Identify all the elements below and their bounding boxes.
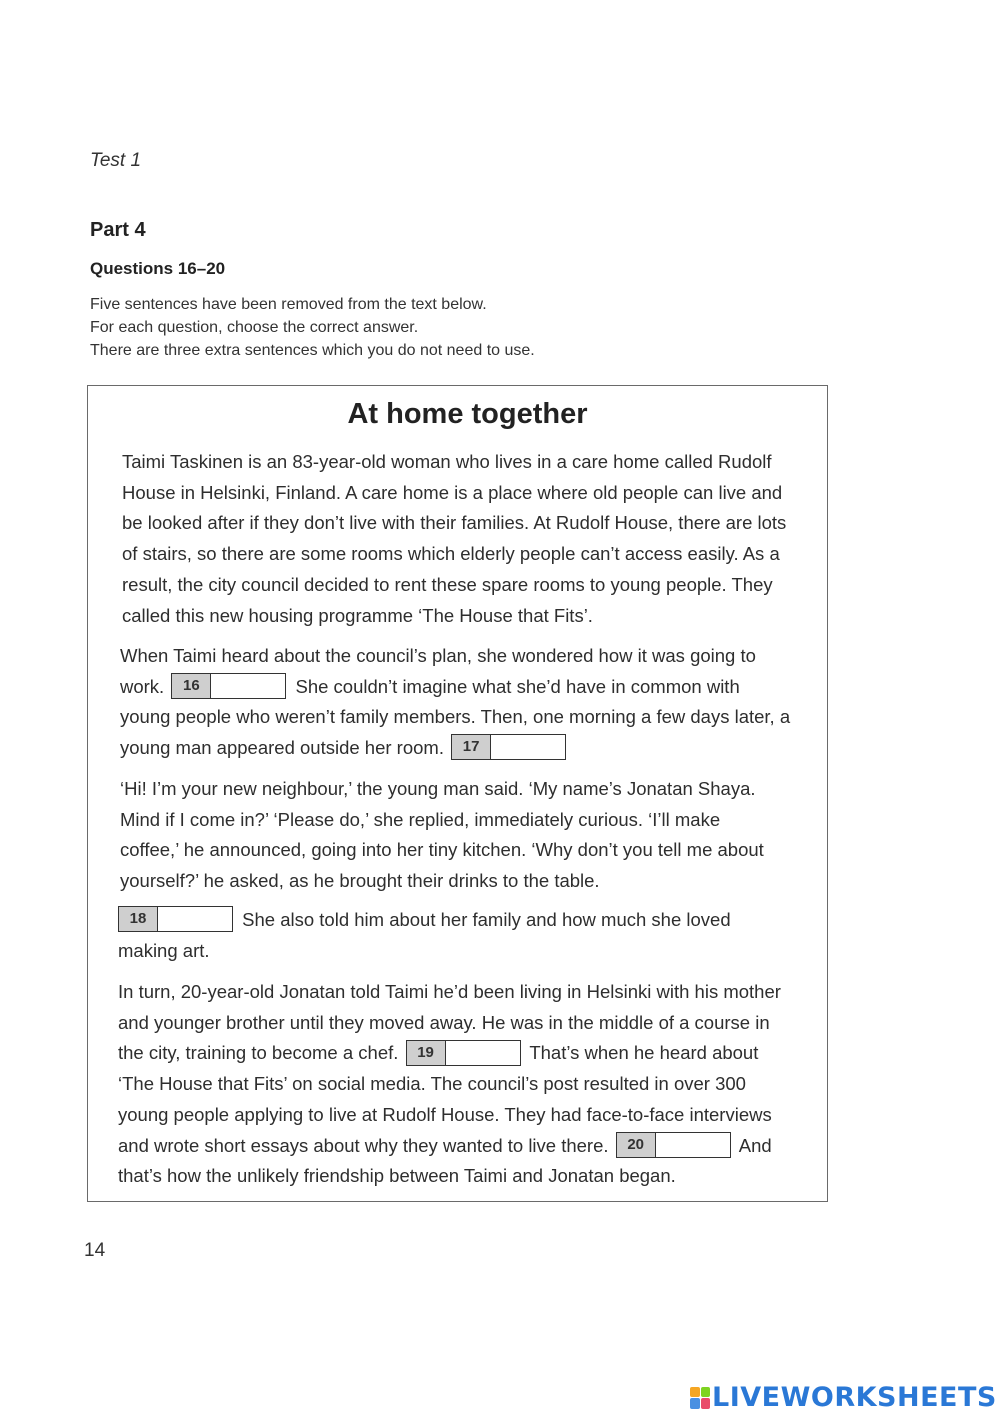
- logo-tile: [690, 1387, 700, 1398]
- text-line: of stairs, so there are some rooms which elderly people can’t access easily. As a: [122, 543, 780, 565]
- text-fragment: And: [738, 1134, 772, 1156]
- liveworksheets-logo[interactable]: [690, 1382, 997, 1413]
- answer-gap-19[interactable]: [406, 1040, 521, 1066]
- answer-gap-20[interactable]: [616, 1132, 731, 1158]
- text-line: ‘Hi! I’m your new neighbour,’ the young man said. ‘My name’s Jonatan Shaya.: [120, 778, 756, 799]
- text-line: making art.: [118, 939, 210, 961]
- paragraph-3: [120, 774, 820, 897]
- instruction-line: Five sentences have been removed from the text below.: [90, 296, 487, 313]
- text-fragment: She also told him about her family and how much she loved: [242, 909, 731, 930]
- text-line: [118, 1038, 818, 1069]
- questions-title: Questions 16–20: [90, 259, 226, 278]
- text-line: ‘The House that Fits’ on social media. The council’s post resulted in over 300: [118, 1073, 746, 1095]
- page-number: 14: [84, 1240, 106, 1261]
- instruction-line: There are three extra sentences which you do not need to use.: [90, 342, 535, 359]
- text-line: [118, 905, 818, 936]
- text-line: called this new housing programme ‘The House that Fits’.: [122, 604, 593, 626]
- text-line: result, the city council decided to rent these spare rooms to young people. They: [122, 573, 773, 595]
- logo-tile: [701, 1398, 711, 1409]
- text-fragment: That’s when he heard about: [529, 1042, 759, 1064]
- paragraph-1: [122, 447, 822, 631]
- text-line: House in Helsinki, Finland. A care home is a place where old people can live and: [122, 481, 783, 503]
- text-line: Taimi Taskinen is an 83-year-old woman who lives in a care home called Rudolf: [122, 451, 772, 472]
- text-line: coffee,’ he announced, going into her tiny kitchen. ‘Why don’t you tell me about: [120, 839, 764, 861]
- gap-number: 18: [119, 907, 158, 931]
- part-title: Part 4: [90, 219, 146, 241]
- text-line: [120, 733, 820, 764]
- text-line: young people who weren’t family members. Then, one morning a few days later, a: [120, 706, 791, 728]
- logo-tile: [690, 1398, 700, 1409]
- text-fragment: work.: [120, 675, 165, 697]
- instructions: [90, 293, 535, 362]
- liveworksheets-logo-icon: [690, 1387, 710, 1409]
- text-fragment: She couldn’t imagine what she’d have in common with: [295, 675, 740, 697]
- text-fragment: and wrote short essays about why they wanted to live there.: [118, 1134, 609, 1156]
- gap-number: 20: [617, 1133, 656, 1157]
- text-line: young people applying to live at Rudolf House. They had face-to-face interviews: [118, 1103, 772, 1125]
- text-line: In turn, 20-year-old Jonatan told Taimi he’d been living in Helsinki with his mother: [118, 981, 781, 1002]
- logo-tile: [701, 1387, 711, 1398]
- text-line: and younger brother until they moved away. He was in the middle of a course in: [118, 1011, 770, 1033]
- paragraph-4: [118, 905, 818, 966]
- text-line: When Taimi heard about the council’s plan, she wondered how it was going to: [120, 645, 756, 666]
- gap-number: 16: [172, 674, 211, 698]
- paragraph-2: [120, 641, 820, 764]
- text-line: be looked after if they don’t live with their families. At Rudolf House, there are lots: [122, 512, 787, 534]
- answer-gap-17[interactable]: [451, 734, 566, 760]
- instruction-line: For each question, choose the correct answer.: [90, 319, 419, 336]
- text-line: [120, 672, 820, 703]
- answer-gap-18[interactable]: [118, 906, 233, 932]
- text-line: [118, 1131, 818, 1162]
- text-line: yourself?’ he asked, as he brought their drinks to the table.: [120, 870, 600, 892]
- answer-gap-16[interactable]: [171, 673, 286, 699]
- text-line: that’s how the unlikely friendship between Taimi and Jonatan began.: [118, 1165, 676, 1187]
- text-fragment: young man appeared outside her room.: [120, 737, 444, 759]
- text-fragment: the city, training to become a chef.: [118, 1042, 399, 1064]
- text-line: Mind if I come in?’ ‘Please do,’ she replied, immediately curious. ‘I’ll make: [120, 808, 721, 830]
- paragraph-5: [118, 977, 818, 1192]
- gap-number: 17: [452, 735, 491, 759]
- liveworksheets-wordmark: LIVEWORKSHEETS: [712, 1382, 997, 1413]
- article-title: At home together: [347, 398, 588, 430]
- test-label: Test 1: [90, 150, 142, 171]
- gap-number: 19: [407, 1041, 446, 1065]
